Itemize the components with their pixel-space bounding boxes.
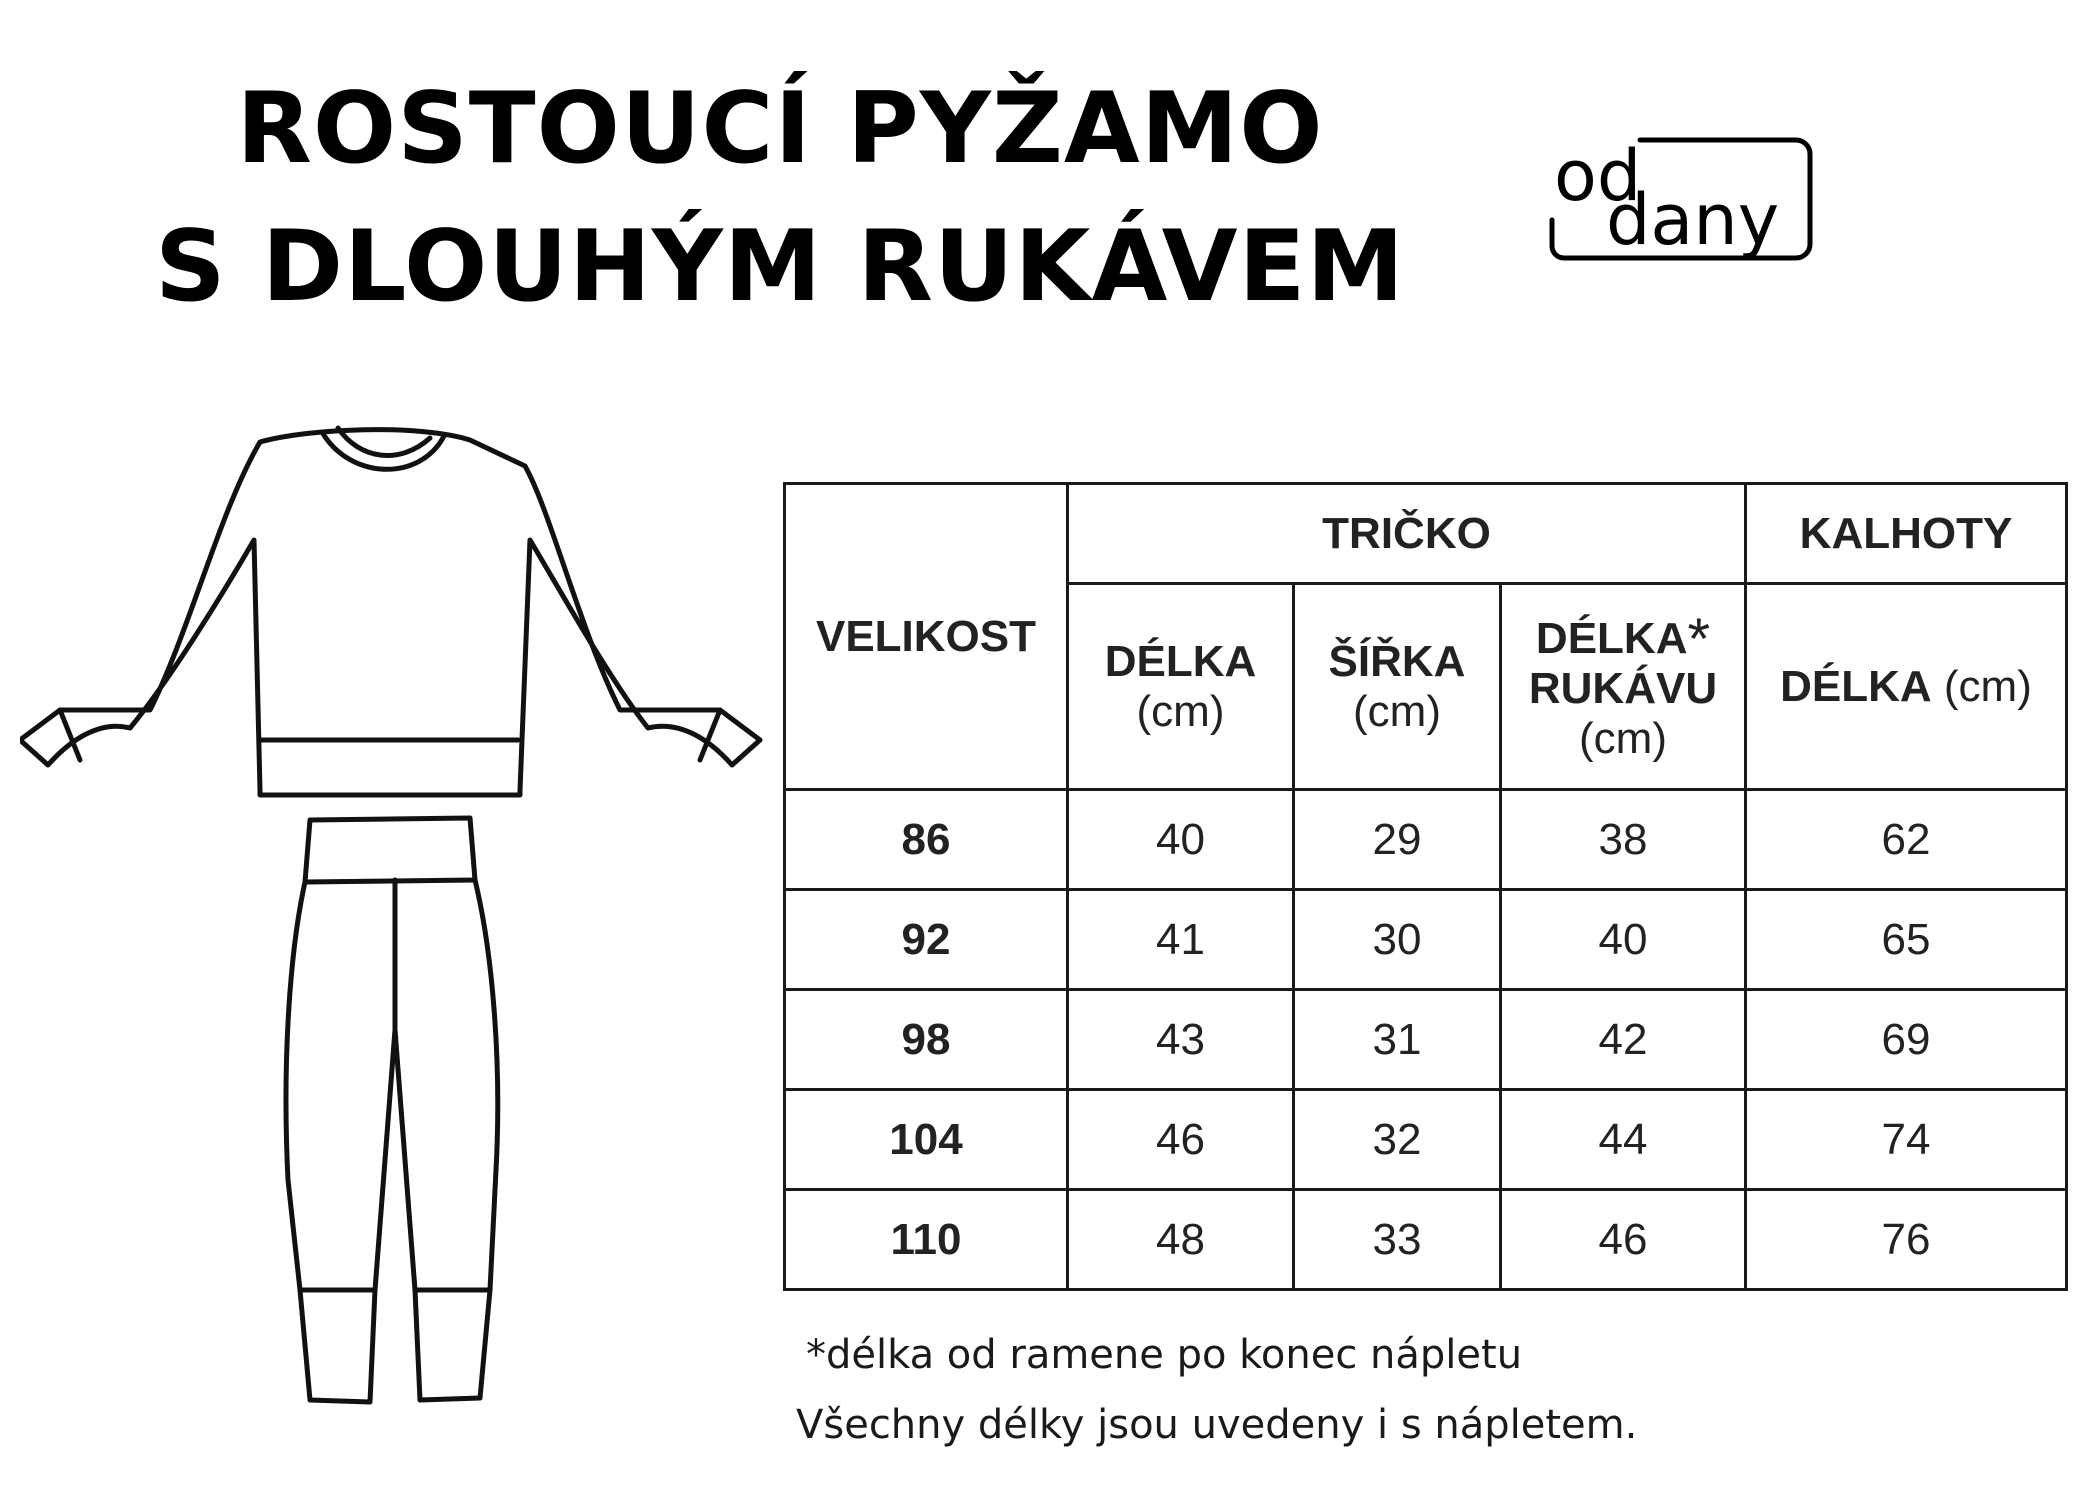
title-line-1: ROSTOUCÍ PYŽAMO [236, 72, 1324, 186]
sleeve-cell: 38 [1501, 790, 1746, 890]
length-cell: 41 [1068, 890, 1294, 990]
sleeve-unit: (cm) [1579, 714, 1667, 763]
pants-length-column-header [1746, 584, 2067, 790]
size-cell: 98 [785, 990, 1068, 1090]
pants-group-header: KALHOTY [1746, 484, 2067, 584]
title-line-2: S DLOUHÝM RUKÁVEM [155, 210, 1405, 324]
width-cell: 33 [1294, 1190, 1501, 1290]
size-cell: 110 [785, 1190, 1068, 1290]
shirt-drawing [20, 428, 760, 795]
size-cell: 86 [785, 790, 1068, 890]
sleeve-cell: 44 [1501, 1090, 1746, 1190]
pants-waistband [305, 818, 475, 882]
width-label: ŠÍŘKA [1328, 636, 1466, 686]
length-column-header [1068, 584, 1294, 790]
brand-logo [1548, 128, 1818, 278]
table-row [785, 1190, 2067, 1290]
sleeve-column-header [1501, 584, 1746, 790]
page-title [110, 60, 1450, 336]
length-cell: 46 [1068, 1090, 1294, 1190]
pants-cell: 74 [1746, 1090, 2067, 1190]
table-row [785, 990, 2067, 1090]
sleeve-footnote: *délka od ramene po konec nápletu [806, 1332, 1523, 1378]
pants-cell: 62 [1746, 790, 2067, 890]
width-cell: 29 [1294, 790, 1501, 890]
sleeve-cell: 46 [1501, 1190, 1746, 1290]
sleeve-cell: 42 [1501, 990, 1746, 1090]
size-chart-table [783, 482, 2068, 1291]
width-column-header [1294, 584, 1501, 790]
length-label: DÉLKA [1104, 636, 1257, 686]
pants-length-label: DÉLKA [1780, 661, 1932, 711]
pants-cell: 69 [1746, 990, 2067, 1090]
pants-outline [286, 880, 498, 1402]
length-cell: 48 [1068, 1190, 1294, 1290]
length-cell: 40 [1068, 790, 1294, 890]
width-cell: 31 [1294, 990, 1501, 1090]
top-group-header: TRIČKO [1068, 484, 1746, 584]
size-cell: 92 [785, 890, 1068, 990]
shirt-collar-inner [322, 432, 444, 469]
width-cell: 32 [1294, 1090, 1501, 1190]
pants-cell: 76 [1746, 1190, 2067, 1290]
sleeve-label-line-1 [1502, 607, 1744, 672]
logo-word-od: od [1554, 135, 1642, 217]
pajama-illustration [20, 410, 770, 1430]
size-column-header: VELIKOST [785, 484, 1068, 790]
sleeve-cell: 40 [1501, 890, 1746, 990]
table-row [785, 1090, 2067, 1190]
sleeve-label-text: DÉLKA [1535, 614, 1688, 663]
table-group-header-row [785, 484, 2067, 584]
pants-drawing [286, 818, 498, 1402]
logo-word-dany: dany [1606, 179, 1780, 261]
pants-length-unit: (cm) [1943, 661, 2032, 711]
width-cell: 30 [1294, 890, 1501, 990]
logo-graphic [1548, 128, 1818, 278]
table-row [785, 790, 2067, 890]
sleeve-label-line-2: RUKÁVU [1528, 664, 1718, 713]
width-unit: (cm) [1353, 686, 1441, 736]
length-cell: 43 [1068, 990, 1294, 1090]
length-unit: (cm) [1136, 686, 1225, 736]
asterisk-mark: * [1687, 607, 1711, 672]
table-row [785, 890, 2067, 990]
pants-cell: 65 [1746, 890, 2067, 990]
cuff-footnote: Všechny délky jsou uvedeny i s nápletem. [796, 1402, 1638, 1448]
size-cell: 104 [785, 1090, 1068, 1190]
